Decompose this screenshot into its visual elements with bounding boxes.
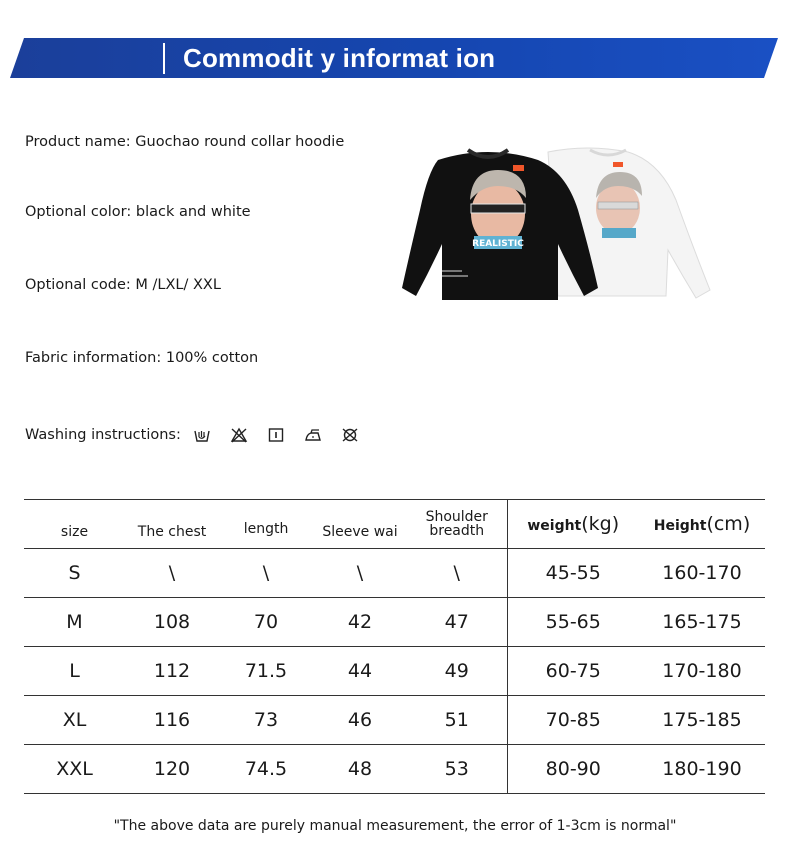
- table-row: [24, 647, 765, 696]
- code-label: Optional code:: [25, 277, 136, 293]
- header-weight-unit: (kg): [581, 513, 620, 535]
- code-value: M /LXL/ XXL: [135, 277, 221, 293]
- cell-sleeve: 44: [347, 660, 373, 682]
- cell-weight: 80-90: [507, 745, 639, 794]
- cell-chest: 112: [153, 660, 191, 682]
- cell-chest: 116: [153, 709, 191, 731]
- cell-sleeve: 46: [347, 709, 373, 731]
- cell-weight: 60-75: [507, 647, 639, 696]
- iron-icon: [304, 427, 322, 443]
- cell-size: L: [69, 660, 80, 682]
- header-height-unit: (cm): [706, 513, 751, 535]
- table-row: [24, 696, 765, 745]
- washing-label: Washing instructions:: [25, 427, 181, 443]
- header-shoulder-line2: breadth: [429, 523, 485, 539]
- color-value: black and white: [135, 204, 251, 220]
- cell-shoulder: 49: [444, 660, 469, 682]
- tumble-dry-icon: [267, 427, 285, 443]
- product-name-line: [25, 134, 344, 150]
- header-height: [639, 500, 765, 549]
- color-label: Optional color:: [25, 204, 136, 220]
- cell-height: 175-185: [662, 709, 742, 731]
- cell-shoulder: 51: [444, 709, 469, 731]
- cell-size: XL: [62, 709, 87, 731]
- header-weight: [507, 500, 639, 549]
- fabric-value: 100% cotton: [165, 350, 259, 366]
- table-row: [24, 745, 765, 794]
- no-bleach-icon: [230, 427, 248, 443]
- code-line: [25, 277, 221, 293]
- cell-length: 71.5: [244, 660, 288, 682]
- header-chest: The chest: [137, 524, 207, 540]
- cell-height: 160-170: [662, 562, 742, 584]
- page-title: Commodit y informat ion: [183, 43, 496, 73]
- cell-chest: \: [168, 562, 176, 584]
- cell-length: 70: [253, 611, 279, 633]
- header-sleeve: Sleeve wai: [322, 524, 398, 540]
- fabric-line: [25, 350, 258, 366]
- measurement-footnote: "The above data are purely manual measurement, the error of 1-3cm is normal": [113, 818, 677, 834]
- header-height-label: Height: [653, 518, 707, 534]
- product-name-value: Guochao round collar hoodie: [135, 134, 345, 150]
- size-table: [24, 499, 765, 794]
- print-text: REALISTIC: [472, 239, 524, 249]
- header-shoulder: [407, 500, 507, 549]
- color-line: [25, 204, 251, 220]
- cell-chest: 108: [153, 611, 191, 633]
- cell-length: 74.5: [244, 758, 288, 780]
- cell-weight: 55-65: [507, 598, 639, 647]
- header-weight-label: weight: [527, 518, 582, 534]
- hand-wash-icon: [193, 427, 211, 443]
- cell-size: XXL: [56, 758, 93, 780]
- table-header-row: [24, 500, 765, 549]
- cell-height: 165-175: [662, 611, 742, 633]
- fabric-label: Fabric information:: [25, 350, 166, 366]
- washing-line: [25, 427, 359, 443]
- table-row: [24, 598, 765, 647]
- cell-size: M: [66, 611, 83, 633]
- cell-chest: 120: [153, 758, 191, 780]
- cell-length: 73: [253, 709, 279, 731]
- cell-length: \: [262, 562, 270, 584]
- no-dry-clean-icon: [341, 427, 359, 443]
- cell-size: S: [68, 562, 81, 584]
- cell-weight: 45-55: [507, 549, 639, 598]
- cell-sleeve: \: [356, 562, 364, 584]
- table-row: [24, 549, 765, 598]
- cell-sleeve: 48: [347, 758, 373, 780]
- cell-weight: 70-85: [507, 696, 639, 745]
- header-divider: [163, 43, 165, 74]
- cell-shoulder: \: [453, 562, 460, 584]
- cell-height: 180-190: [662, 758, 742, 780]
- header-length: length: [243, 521, 289, 537]
- header-shoulder-line1: Shoulder: [425, 509, 488, 525]
- washing-icons: [193, 427, 359, 443]
- cell-sleeve: 42: [347, 611, 373, 633]
- header-size: size: [60, 524, 89, 540]
- cell-shoulder: 47: [444, 611, 469, 633]
- product-image: [398, 140, 718, 305]
- product-name-label: Product name:: [25, 134, 136, 150]
- cell-shoulder: 53: [444, 758, 469, 780]
- cell-height: 170-180: [662, 660, 742, 682]
